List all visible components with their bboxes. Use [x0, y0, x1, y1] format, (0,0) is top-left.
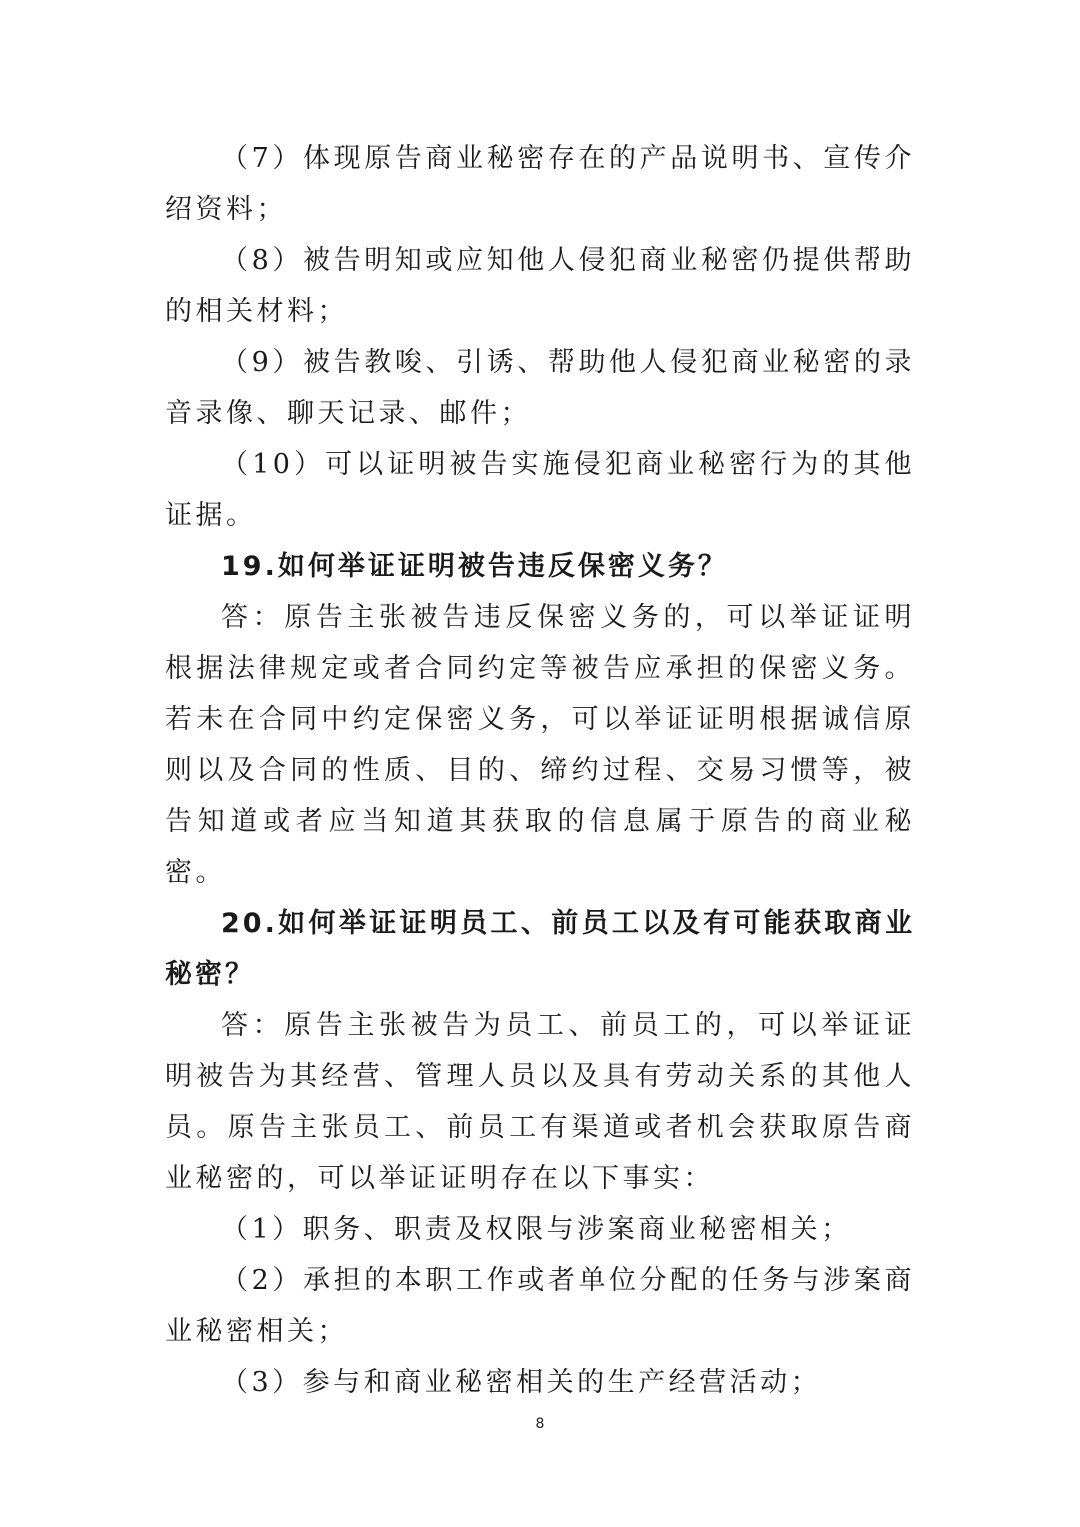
answer-20: 答：原告主张被告为员工、前员工的，可以举证证明被告为其经营、管理人员以及具有劳动关系的其他人员。原告主张员工、前员工有渠道或者机会获取原告商业秘密的，可以举证证明存在以下事实：: [165, 1010, 915, 1194]
list-item-10: （10）可以证明被告实施侵犯商业秘密行为的其他证据。: [165, 449, 915, 531]
page-body: [165, 133, 915, 1408]
section-heading-19: 19.如何举证证明被告违反保密义务？: [221, 551, 728, 582]
list-item-1: （1）职务、职责及权限与涉案商业秘密相关；: [221, 1214, 852, 1245]
section-heading-20: 20.如何举证证明员工、前员工以及有可能获取商业秘密？: [165, 908, 915, 990]
list-item-8: （8）被告明知或应知他人侵犯商业秘密仍提供帮助的相关材料；: [165, 245, 915, 327]
list-item-9: （9）被告教唆、引诱、帮助他人侵犯商业秘密的录音录像、聊天记录、邮件；: [165, 347, 915, 429]
answer-19: 答：原告主张被告违反保密义务的，可以举证证明根据法律规定或者合同约定等被告应承担的保密义务。若未在合同中约定保密义务，可以举证证明根据诚信原则以及合同的性质、目的、缔约过程、交易习惯等，被告知道或者应当知道其获取的信息属于原告的商业秘密。: [165, 602, 915, 888]
list-item-3: （3）参与和商业秘密相关的生产经营活动；: [221, 1367, 822, 1398]
page-number: 8: [535, 1416, 545, 1432]
list-item-7: （7）体现原告商业秘密存在的产品说明书、宣传介绍资料；: [165, 143, 915, 225]
list-item-2: （2）承担的本职工作或者单位分配的任务与涉案商业秘密相关；: [165, 1265, 915, 1347]
